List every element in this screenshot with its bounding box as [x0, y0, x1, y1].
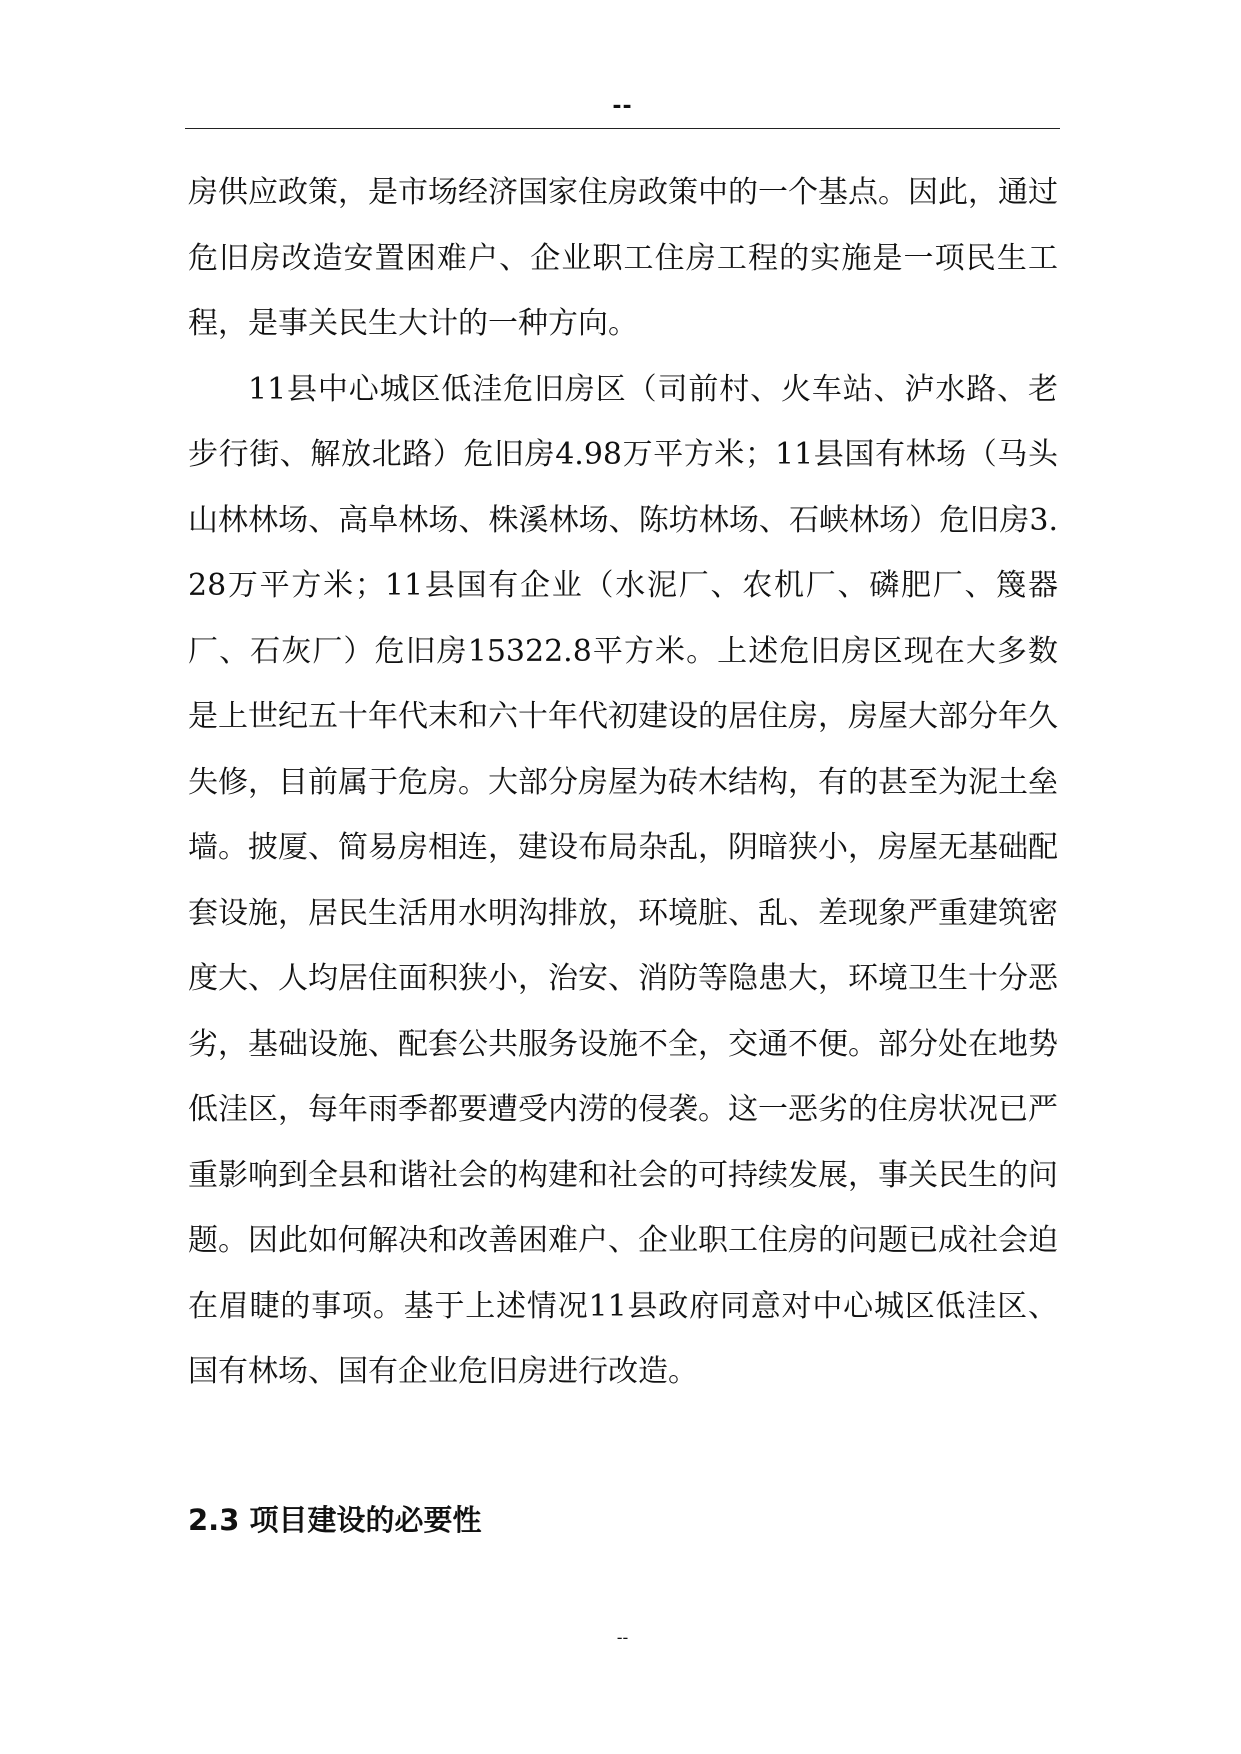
document-body — [188, 160, 1058, 1405]
page-footer — [185, 1628, 1060, 1648]
footer-mark: -- — [616, 1628, 629, 1647]
header-mark: -- — [612, 94, 633, 119]
section-heading: 2.3 项目建设的必要性 — [188, 1503, 482, 1537]
page-header — [185, 92, 1060, 129]
paragraph-dilapidated-housing: 11县中心城区低洼危旧房区（司前村、火车站、泸水路、老步行街、解放北路）危旧房4.98万平方米；11县国有林场（马头山林林场、高阜林场、株溪林场、陈坊林场、石峡林场）危旧房3.28万平方米；11县国有企业（水泥厂、农机厂、磷肥厂、篾器厂、石灰厂）危旧房15322.8平方米。上述危旧房区现在大多数是上世纪五十年代末和六十年代初建设的居住房，房屋大部分年久失修，目前属于危房。大部分房屋为砖木结构，有的甚至为泥土垒墙。披厦、简易房相连，建设布局杂乱，阴暗狭小，房屋无基础配套设施，居民生活用水明沟排放，环境脏、乱、差现象严重建筑密度大、人均居住面积狭小，治安、消防等隐患大，环境卫生十分恶劣，基础设施、配套公共服务设施不全，交通不便。部分处在地势低洼区，每年雨季都要遭受内涝的侵袭。这一恶劣的住房状况已严重影响到全县和谐社会的构建和社会的可持续发展，事关民生的问题。因此如何解决和改善困难户、企业职工住房的问题已成社会迫在眉睫的事项。基于上述情况11县政府同意对中心城区低洼区、国有林场、国有企业危旧房进行改造。 — [188, 371, 1058, 1389]
paragraph-continued: 房供应政策，是市场经济国家住房政策中的一个基点。因此，通过危旧房改造安置困难户、企业职工住房工程的实施是一项民生工程，是事关民生大计的一种方向。 — [188, 175, 1058, 341]
